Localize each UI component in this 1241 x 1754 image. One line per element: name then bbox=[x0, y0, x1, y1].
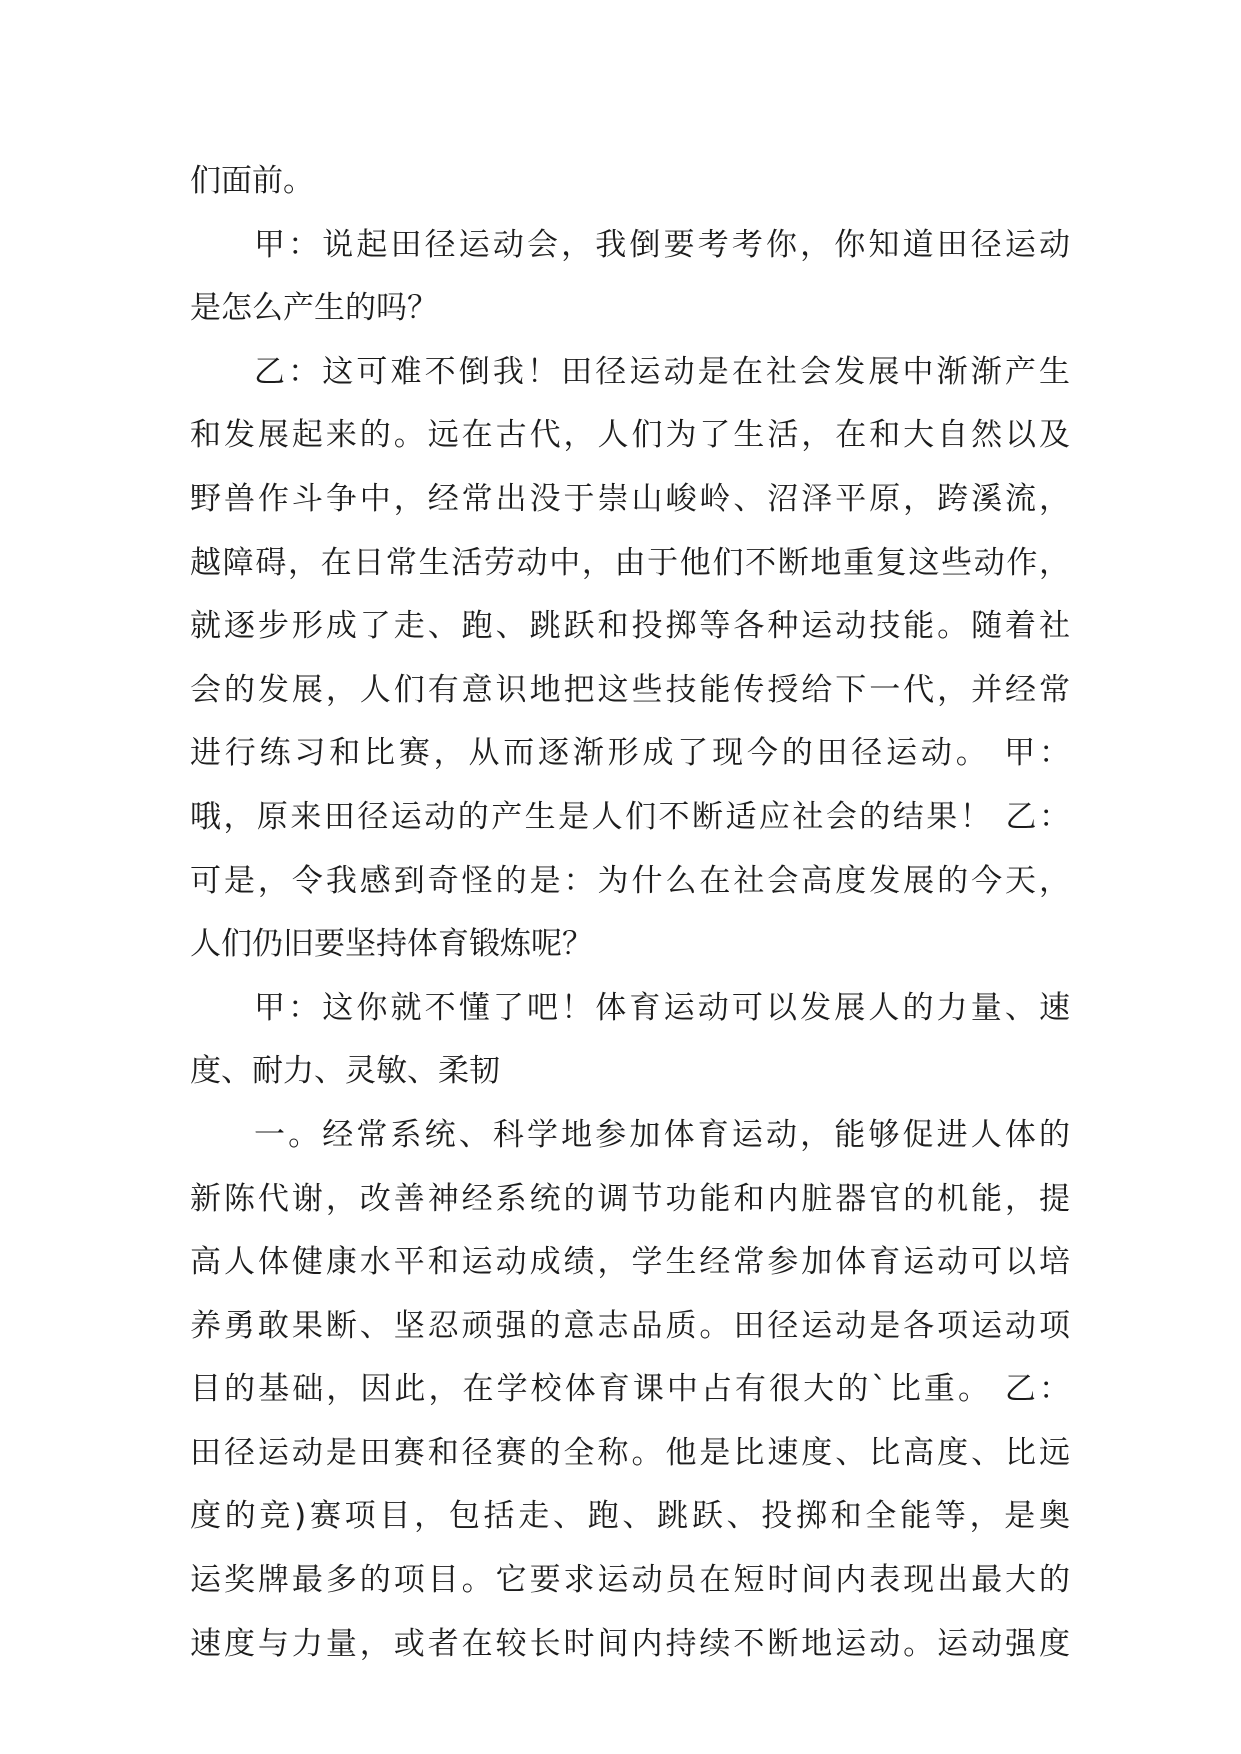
text-line: 田径运动是田赛和径赛的全称。他是比速度、比高度、比远 bbox=[190, 1434, 1070, 1471]
text-line: 可是，令我感到奇怪的是：为什么在社会高度发展的今天， bbox=[190, 862, 1070, 899]
text-line: 野兽作斗争中，经常出没于崇山峻岭、沼泽平原，跨溪流， bbox=[190, 480, 1070, 517]
text-line: 度的竞)赛项目，包括走、跑、跳跃、投掷和全能等，是奥 bbox=[190, 1498, 1070, 1535]
text-line: 新陈代谢，改善神经系统的调节功能和内脏器官的机能，提 bbox=[190, 1180, 1070, 1217]
text-line: 乙：这可难不倒我！田径运动是在社会发展中渐渐产生 bbox=[254, 353, 1070, 390]
text-line: 就逐步形成了走、跑、跳跃和投掷等各种运动技能。随着社 bbox=[190, 608, 1070, 645]
text-line: 一。经常系统、科学地参加体育运动，能够促进人体的 bbox=[254, 1116, 1070, 1153]
text-line: 人们仍旧要坚持体育锻炼呢？ bbox=[190, 926, 593, 963]
text-line: 速度与力量，或者在较长时间内持续不断地运动。运动强度 bbox=[190, 1625, 1070, 1662]
text-line: 高人体健康水平和运动成绩，学生经常参加体育运动可以培 bbox=[190, 1244, 1070, 1281]
text-line: 甲：这你就不懂了吧！体育运动可以发展人的力量、速 bbox=[254, 989, 1070, 1026]
text-line: 是怎么产生的吗？ bbox=[190, 290, 438, 327]
text-line: 会的发展，人们有意识地把这些技能传授给下一代，并经常 bbox=[190, 671, 1070, 708]
text-line: 养勇敢果断、坚忍顽强的意志品质。田径运动是各项运动项 bbox=[190, 1307, 1070, 1344]
text-line: 甲：说起田径运动会，我倒要考考你，你知道田径运动 bbox=[254, 226, 1070, 263]
text-line: 进行练习和比赛，从而逐渐形成了现今的田径运动。 甲： bbox=[190, 735, 1070, 772]
text-line: 目的基础，因此，在学校体育课中占有很大的`比重。 乙： bbox=[190, 1371, 1070, 1408]
text-line: 运奖牌最多的项目。它要求运动员在短时间内表现出最大的 bbox=[190, 1562, 1070, 1599]
text-line: 越障碍，在日常生活劳动中，由于他们不断地重复这些动作， bbox=[190, 544, 1070, 581]
text-line: 度、耐力、灵敏、柔韧 bbox=[190, 1053, 500, 1090]
text-line: 们面前。 bbox=[190, 163, 314, 199]
body-text bbox=[190, 150, 1070, 1676]
text-line: 和发展起来的。远在古代，人们为了生活，在和大自然以及 bbox=[190, 417, 1070, 454]
text-line: 哦，原来田径运动的产生是人们不断适应社会的结果！ 乙： bbox=[190, 798, 1070, 835]
